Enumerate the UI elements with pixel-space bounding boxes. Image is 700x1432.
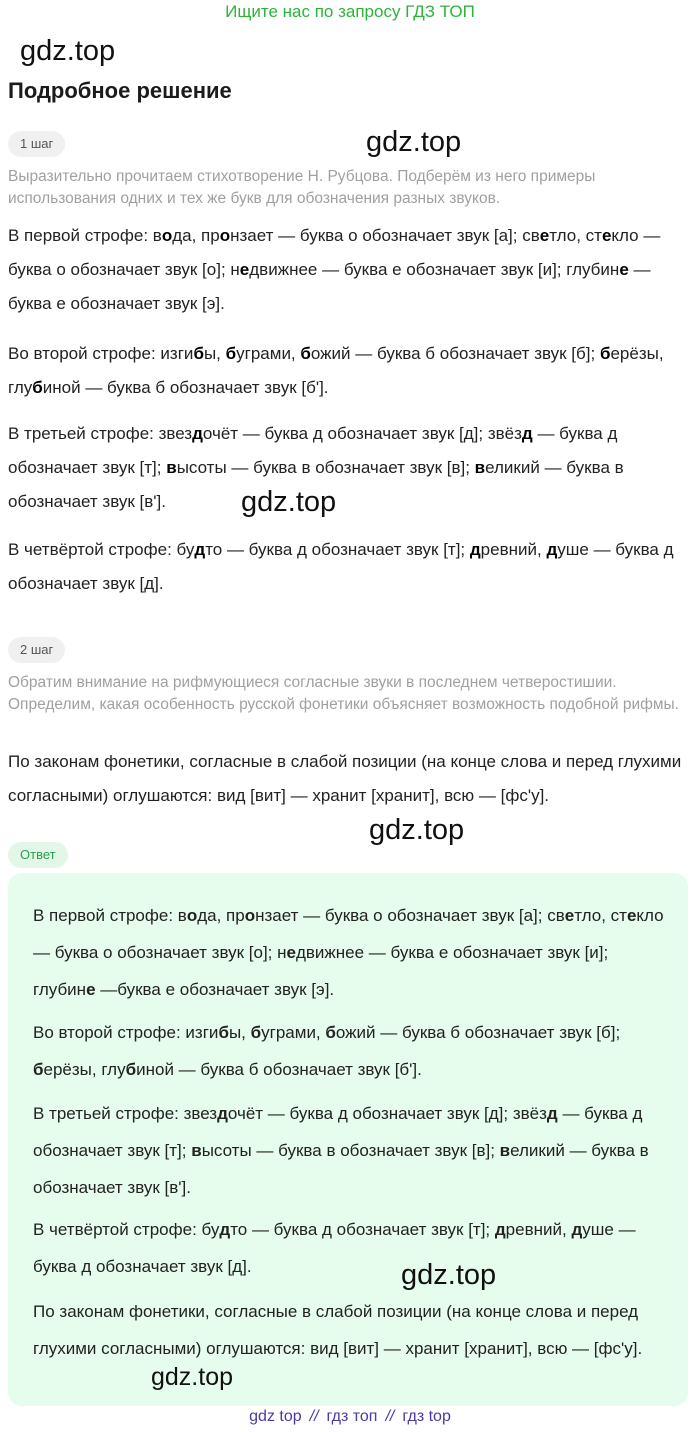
text-run: В четвёртой строфе: бу bbox=[8, 540, 195, 559]
watermark: gdz.top bbox=[366, 126, 462, 158]
text-run: — буква д обозначает звук [т]; bbox=[33, 1104, 643, 1160]
text-run: ерёзы, глу bbox=[43, 1060, 126, 1079]
text-run: иной — буква б обозначает звук [б']. bbox=[136, 1060, 422, 1079]
highlighted-letter: д bbox=[192, 424, 203, 443]
highlighted-letter: е bbox=[239, 260, 250, 279]
watermark: gdz.top bbox=[20, 35, 116, 67]
footer-link-3[interactable]: гдз top bbox=[402, 1408, 451, 1425]
highlighted-letter: б bbox=[325, 1023, 336, 1042]
highlighted-letter: е bbox=[539, 226, 550, 245]
text-run: да, пр bbox=[197, 906, 245, 925]
text-run: нзает — буква о обозначает звук [а]; св bbox=[230, 226, 540, 245]
step-1-paragraph-4 bbox=[8, 533, 690, 601]
watermark: gdz.top bbox=[151, 1363, 234, 1391]
step-2-badge: 2 шаг bbox=[8, 637, 65, 663]
text-run: ожий — буква б обозначает звук [б]; bbox=[335, 1023, 621, 1042]
text-run: кло — буква о обозначает звук [о]; н bbox=[8, 226, 661, 279]
text-run: —буква е обозначает звук [э]. bbox=[8, 260, 651, 313]
text-run: ысоты — буква в обозначает звук [в]; bbox=[201, 1141, 500, 1160]
highlighted-letter: д bbox=[521, 424, 533, 443]
footer-separator: // bbox=[309, 1408, 319, 1425]
text-run: кло — буква о обозначает звук [о]; н bbox=[33, 906, 664, 962]
text-run: уше — буква д обозначает звук [д]. bbox=[33, 1220, 636, 1276]
text-run: ы, bbox=[203, 344, 226, 363]
answer-paragraph-4 bbox=[33, 1211, 673, 1285]
highlighted-letter: е bbox=[619, 260, 629, 279]
footer-separator: // bbox=[385, 1408, 395, 1425]
text-run: ерёзы, глу bbox=[8, 344, 664, 397]
text-run: движнее — буква е обозначает звук [и]; глубин bbox=[249, 260, 620, 279]
step-1-badge: 1 шаг bbox=[8, 131, 65, 157]
footer-links bbox=[0, 1408, 700, 1426]
answer-paragraph-1 bbox=[33, 897, 673, 1008]
text-run: ожий — буква б обозначает звук [б]; bbox=[310, 344, 600, 363]
step-2-paragraph-1 bbox=[8, 745, 690, 813]
step-2-intro: Обратим внимание на рифмующиеся согласные звуки в последнем четверостишии. Определим, какая особенность русской фонетики объясняет возможность подобной рифмы. bbox=[8, 674, 679, 713]
highlighted-letter: б bbox=[33, 1060, 44, 1079]
text-run: нзает — буква о обозначает звук [а]; св bbox=[255, 906, 565, 925]
text-run: По законам фонетики, согласные в слабой позиции (на конце слова и перед глухими согласными) оглушаются: вид [вит] — хранит [хранит], всю — [фс'у]. bbox=[33, 1302, 643, 1358]
highlighted-letter: д bbox=[546, 1104, 558, 1123]
text-run: еликий — буква в обозначает звук [в']. bbox=[33, 1141, 649, 1197]
highlighted-letter: д bbox=[469, 540, 481, 559]
highlighted-letter: д bbox=[571, 1220, 583, 1239]
highlighted-letter: б bbox=[32, 378, 43, 397]
highlighted-letter: е bbox=[86, 980, 96, 999]
text-run: тло, ст bbox=[549, 226, 602, 245]
text-run: В первой строфе: в bbox=[33, 906, 187, 925]
highlighted-letter: в bbox=[191, 1141, 202, 1160]
highlighted-letter: б bbox=[125, 1060, 137, 1079]
highlighted-letter: о bbox=[186, 906, 198, 925]
highlighted-letter: д bbox=[194, 540, 206, 559]
answer-paragraph-3 bbox=[33, 1095, 673, 1206]
text-run: ысоты — буква в обозначает звук [в]; bbox=[176, 458, 475, 477]
text-run: В первой строфе: в bbox=[8, 226, 162, 245]
watermark: gdz.top bbox=[401, 1259, 497, 1291]
text-run: еликий — буква в обозначает звук [в']. bbox=[8, 458, 624, 511]
highlighted-letter: б bbox=[599, 344, 611, 363]
text-run: уграми, bbox=[261, 1023, 326, 1042]
text-run: движнее — буква е обозначает звук [и]; глубин bbox=[33, 943, 609, 999]
text-run: ы, bbox=[228, 1023, 251, 1042]
step-1-paragraph-2 bbox=[8, 337, 690, 405]
watermark: gdz.top bbox=[241, 486, 337, 518]
answer-paragraph-2 bbox=[33, 1014, 673, 1088]
text-run: очёт — буква д обозначает звук [д]; звёз bbox=[202, 424, 522, 443]
highlighted-letter: б bbox=[250, 1023, 262, 1042]
text-run: В четвёртой строфе: бу bbox=[33, 1220, 220, 1239]
highlighted-letter: е bbox=[286, 943, 296, 962]
text-run: уграми, bbox=[236, 344, 301, 363]
text-run: Во второй строфе: изги bbox=[8, 344, 194, 363]
highlighted-letter: е bbox=[626, 906, 637, 925]
highlighted-letter: д bbox=[217, 1104, 228, 1123]
text-run: да, пр bbox=[172, 226, 220, 245]
text-run: очёт — буква д обозначает звук [д]; звёз bbox=[227, 1104, 547, 1123]
highlighted-letter: е bbox=[564, 906, 575, 925]
highlighted-letter: о bbox=[219, 226, 231, 245]
highlighted-letter: б bbox=[300, 344, 311, 363]
step-1-paragraph-3 bbox=[8, 417, 690, 519]
text-run: В третьей строфе: звез bbox=[33, 1104, 218, 1123]
text-run: то — буква д обозначает звук [т]; bbox=[230, 1220, 495, 1239]
text-run: —буква е обозначает звук [э]. bbox=[95, 980, 335, 999]
text-run: ревний, bbox=[480, 540, 547, 559]
text-run: тло, ст bbox=[574, 906, 627, 925]
highlighted-letter: б bbox=[218, 1023, 229, 1042]
highlighted-letter: о bbox=[244, 906, 256, 925]
step-1-paragraph-1 bbox=[8, 219, 690, 321]
text-run: иной — буква б обозначает звук [б']. bbox=[42, 378, 329, 397]
highlighted-letter: д bbox=[219, 1220, 231, 1239]
text-run: то — буква д обозначает звук [т]; bbox=[205, 540, 470, 559]
highlighted-letter: е bbox=[601, 226, 612, 245]
footer-link-2[interactable]: гдз топ bbox=[326, 1408, 378, 1425]
text-run: — буква д обозначает звук [т]; bbox=[8, 424, 618, 477]
answer-badge: Ответ bbox=[8, 842, 68, 868]
watermark: gdz.top bbox=[369, 814, 465, 846]
footer-link-1[interactable]: gdz top bbox=[249, 1408, 302, 1425]
text-run: По законам фонетики, согласные в слабой позиции (на конце слова и перед глухими согласными) оглушаются: вид [вит] — хранит [хранит], всю — [фс'у]. bbox=[8, 752, 682, 805]
text-run: уше — буква д обозначает звук [д]. bbox=[8, 540, 674, 593]
section-title: Подробное решение bbox=[8, 78, 232, 103]
highlighted-letter: д bbox=[494, 1220, 506, 1239]
text-run: В третьей строфе: звез bbox=[8, 424, 193, 443]
text-run: ревний, bbox=[505, 1220, 572, 1239]
text-run: Во второй строфе: изги bbox=[33, 1023, 219, 1042]
highlighted-letter: о bbox=[161, 226, 173, 245]
highlighted-letter: в bbox=[166, 458, 177, 477]
search-banner[interactable]: Ищите нас по запросу ГДЗ ТОП bbox=[225, 2, 475, 21]
highlighted-letter: в bbox=[499, 1141, 511, 1160]
highlighted-letter: в bbox=[474, 458, 486, 477]
highlighted-letter: б bbox=[225, 344, 237, 363]
step-1-intro: Выразительно прочитаем стихотворение Н. Рубцова. Подберём из него примеры использования одних и тех же букв для обозначения разных звуков. bbox=[8, 168, 596, 207]
highlighted-letter: д bbox=[546, 540, 558, 559]
answer-paragraph-5 bbox=[33, 1293, 673, 1367]
highlighted-letter: б bbox=[193, 344, 204, 363]
